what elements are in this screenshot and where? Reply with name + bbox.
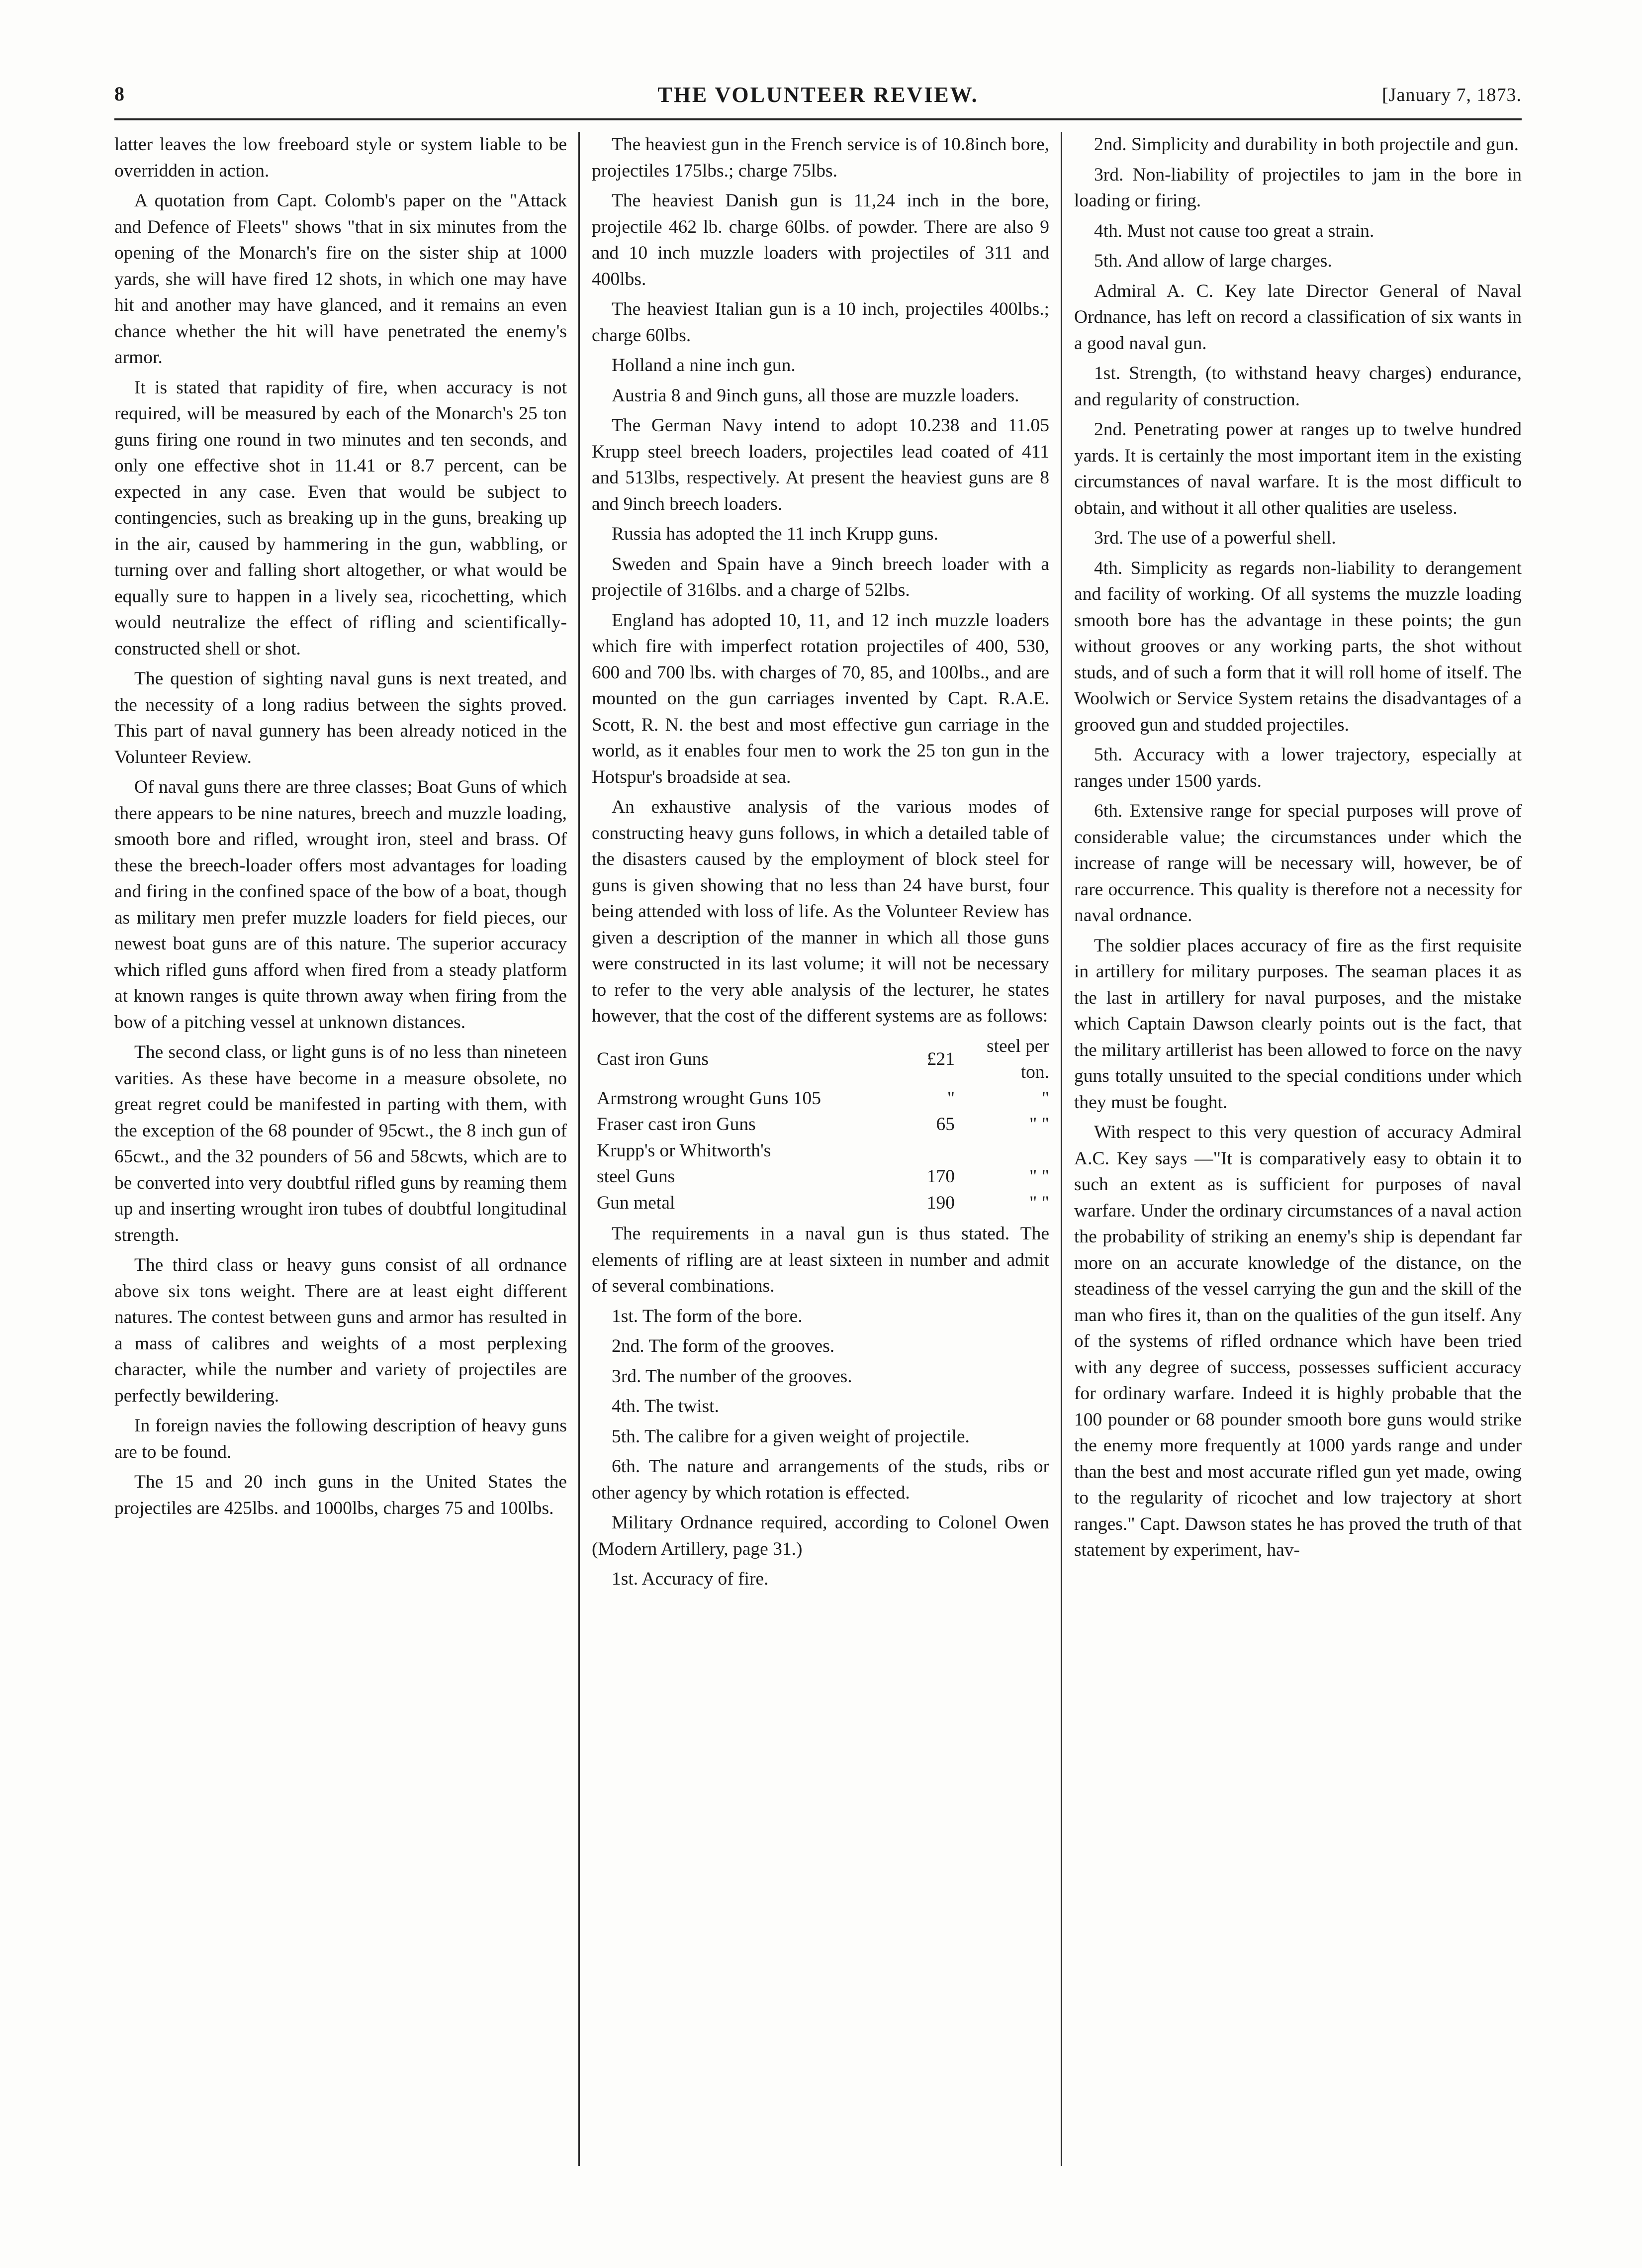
column-divider [578,132,580,2166]
paragraph: The soldier places accuracy of fire as the first requisite in artillery for military purposes. The seaman places it as the last in artillery for naval purposes, and the mistake which Captain Dawson clearly points out is the fact, that the military artillerist has been allowed to force on the navy guns totally unsuited to the special conditions under which they must be fought. [1074,935,1522,1113]
list-item: 2nd. Simplicity and durability in both projectile and gun. [1094,134,1519,155]
cost-unit: " " [1029,1192,1049,1213]
paragraph: Austria 8 and 9inch guns, all those are muzzle loaders. [612,385,1019,406]
paragraph: Of naval guns there are three classes; Boat Guns of which there appears to be nine natures, breech and muzzle loading, smooth bore and rifled, wrought iron, steel and brass. Of these the breech-loader offers most advantages for loading and firing in the confined space of the bow of a boat, though as military men prefer muzzle loaders for field pieces, our newest boat guns are of this nature. The superior accuracy which rifled guns afford when fired from a steady platform at known ranges is quite thrown away when firing from the bow of a pitching vessel at unknown distances. [114,777,567,1033]
list-item: 1st. Accuracy of fire. [612,1569,769,1589]
cost-value: 190 [926,1192,955,1213]
cost-unit: " " [1029,1166,1049,1187]
masthead-title: THE VOLUNTEER REVIEW. [657,83,979,107]
list-item: 6th. The nature and arrangements of the studs, ribs or other agency by which rotation is effected. [592,1456,1049,1503]
table-row [592,1190,1049,1217]
cost-unit: " [1041,1088,1049,1109]
list-item: 1st. Strength, (to withstand heavy charges) endurance, and regularity of construction. [1074,363,1522,410]
paragraph: An exhaustive analysis of the various modes of constructing heavy guns follows, in which a detailed table of the disasters caused by the employment of block steel for guns is given showing that no less than 24 have burst, four being attended with loss of life. As the Volunteer Review has given a description of the manner in which all those guns were constructed in its last volume; it will not be necessary to refer to the very able analysis of the lecturer, he states however, that the cost of the different systems are as follows: [592,797,1049,1026]
list-item: 4th. Simplicity as regards non-liability to derangement and facility of working. Of all systems the muzzle loading smooth bore has the advantage in these points; the gun without grooves or any working parts, the shot without studs, and of such a form that it will roll home of itself. The Woolwich or Service System retains the disadvantages of a grooved gun and studded projectiles. [1074,558,1522,735]
paragraph: In foreign navies the following description of heavy guns are to be found. [114,1416,567,1462]
cost-value [855,1138,955,1164]
cost-item: Armstrong wrought Guns 105 [597,1088,821,1109]
paragraph: A quotation from Capt. Colomb's paper on the "Attack and Defence of Fleets" shows "that in six minutes from the opening of the Monarch's fire on the sister ship at 1000 yards, she will have fired 12 shots, in which one may have hit and another may have glanced, and it remains an even chance whether the hit will have penetrated the enemy's armor. [114,190,567,368]
paragraph: With respect to this very question of accuracy Admiral A.C. Key says —"It is comparatively easy to obtain it to such an extent as is sufficient for purposes of naval warfare. Under the ordinary circumstances of a naval action the probability of striking an enemy's ship is dependant far more on an accurate knowledge of the distance, on the steadiness of the vessel carrying the gun and the skill of the man who fires it, than on the qualities of the gun itself. Any of the systems of rifled ordnance which have been tried with any degree of success, possesses sufficient accuracy for ordinary warfare. Indeed it is highly probable that the 100 pounder or 68 pounder smooth bore guns would strike the enemy more frequently at 1000 yards range and under than the best and most accurate rifled gun yet made, owing to the regularity of ricochet and low trajectory at short ranges." Capt. Dawson states he has proved the truth of that statement by experiment, hav- [1074,1122,1522,1560]
paragraph: latter leaves the low freeboard style or system liable to be overridden in action. [114,134,567,181]
list-item: 5th. And allow of large charges. [1094,251,1332,271]
list-item: 5th. Accuracy with a lower trajectory, especially at ranges under 1500 yards. [1074,745,1522,791]
text-column-1 [114,132,567,2171]
text-column-2 [592,132,1049,2171]
cost-item: steel Guns [597,1166,675,1187]
cost-item: Fraser cast iron Guns [597,1114,756,1134]
paragraph: Holland a nine inch gun. [612,355,796,376]
paragraph: The heaviest gun in the French service is of 10.8inch bore, projectiles 175lbs.; charge 75lbs. [592,134,1049,181]
cost-unit: " " [1029,1114,1049,1134]
cost-unit [955,1138,1049,1164]
list-item: 6th. Extensive range for special purposes will prove of considerable value; the circumstances under which the increase of range will be necessary will, however, be of rare occurrence. This quality is therefore not a necessity for naval ordnance. [1074,801,1522,926]
paragraph: The heaviest Italian gun is a 10 inch, projectiles 400lbs.; charge 60lbs. [592,299,1049,346]
paragraph: The second class, or light guns is of no less than nineteen varities. As these have become in a measure obsolete, no great regret could be manifested in parting with them, with the exception of the 68 pounder of 95cwt., the 8 inch gun of 65cwt., and the 32 pounders of 56 and 58cwts, which are to be converted into very doubtful rifled guns by reaming them up and inserting wrought iron tubes of doubtful longitudinal strength. [114,1042,567,1245]
paragraph: Military Ordnance required, according to Colonel Owen (Modern Artillery, page 31.) [592,1512,1049,1559]
issue-date: [January 7, 1873. [1382,85,1522,105]
paragraph: England has adopted 10, 11, and 12 inch muzzle loaders which fire with imperfect rotation projectiles of 400, 530, 600 and 700 lbs. with charges of 70, 85, and 100lbs., and are mounted on the gun carriages invented by Capt. R.A.E. Scott, R. N. the best and most effective gun carriage in the world, as it enables four men to work the 25 ton gun in the Hotspur's broadside at sea. [592,610,1049,787]
paragraph: Admiral A. C. Key late Director General of Naval Ordnance, has left on record a classification of six wants in a good naval gun. [1074,281,1522,354]
paragraph: The heaviest Danish gun is 11,24 inch in the bore, projectile 462 lb. charge 60lbs. of powder. There are also 9 and 10 inch muzzle loaders with projectiles of 311 and 400lbs. [592,190,1049,289]
paragraph: Russia has adopted the 11 inch Krupp guns. [612,524,938,544]
page-number: 8 [114,83,124,105]
paragraph: The requirements in a naval gun is thus stated. The elements of rifling are at least sixteen in number and admit of several combinations. [592,1224,1049,1296]
table-row [592,1034,1049,1086]
table-row [592,1086,1049,1112]
table-row [592,1138,1049,1164]
header-rule [114,118,1522,120]
list-item: 5th. The calibre for a given weight of projectile. [612,1426,970,1447]
paragraph: The German Navy intend to adopt 10.238 and 11.05 Krupp steel breech loaders, projectiles lead coated of 411 and 513lbs, respectively. At present the heaviest guns are 8 and 9inch breech loaders. [592,415,1049,514]
list-item: 3rd. The use of a powerful shell. [1094,528,1336,548]
list-item: 2nd. The form of the grooves. [612,1336,835,1356]
list-item: 3rd. The number of the grooves. [612,1366,852,1387]
cost-value: 65 [936,1114,955,1134]
page-header [114,82,1522,117]
table-row [592,1112,1049,1138]
cost-value: " [947,1088,955,1109]
paragraph: The third class or heavy guns consist of all ordnance above six tons weight. There are at least eight different natures. The contest between guns and armor has resulted in a mass of calibres and weights of a most perplexing character, while the number and variety of projectiles are perfectly bewildering. [114,1255,567,1406]
paragraph: It is stated that rapidity of fire, when accuracy is not required, will be measured by each of the Monarch's 25 ton guns firing one round in two minutes and ten seconds, and only one effective shot in 11.41 or 8.7 percent, can be expected in any case. Even that would be subject to contingencies, such as breaking up in the guns, breaking up in the air, caused by hammering in the gun, wabbling, or turning over and falling short altogether, or what would be equally sure to happen in a lively sea, ricochetting, which would neutralize the effect of rifling and scientifically-constructed shell or shot. [114,377,567,659]
column-divider [1061,132,1062,2166]
cost-value: £21 [926,1048,955,1069]
list-item: 3rd. Non-liability of projectiles to jam in the bore in loading or firing. [1074,164,1522,211]
cost-item: Krupp's or Whitworth's [597,1140,771,1161]
list-item: 1st. The form of the bore. [612,1306,803,1326]
paragraph: The 15 and 20 inch guns in the United States the projectiles are 425lbs. and 1000lbs, charges 75 and 100lbs. [114,1472,567,1518]
text-column-3 [1074,132,1522,2171]
cost-unit: steel per ton. [987,1036,1049,1082]
list-item: 4th. The twist. [612,1396,719,1417]
cost-item: Cast iron Guns [597,1048,709,1069]
paragraph: Sweden and Spain have a 9inch breech loader with a projectile of 316lbs. and a charge of 52lbs. [592,554,1049,600]
paragraph: The question of sighting naval guns is next treated, and the necessity of a long radius between the sights proved. This part of naval gunnery has been already noticed in the Volunteer Review. [114,668,567,767]
list-item: 2nd. Penetrating power at ranges up to twelve hundred yards. It is certainly the most important item in the existing circumstances of naval warfare. It is the most difficult to obtain, and without it all other qualities are useless. [1074,419,1522,518]
cost-value: 170 [926,1166,955,1187]
cost-item: Gun metal [597,1192,675,1213]
gun-cost-table [592,1034,1049,1217]
list-item: 4th. Must not cause too great a strain. [1094,220,1374,241]
table-row [592,1164,1049,1190]
